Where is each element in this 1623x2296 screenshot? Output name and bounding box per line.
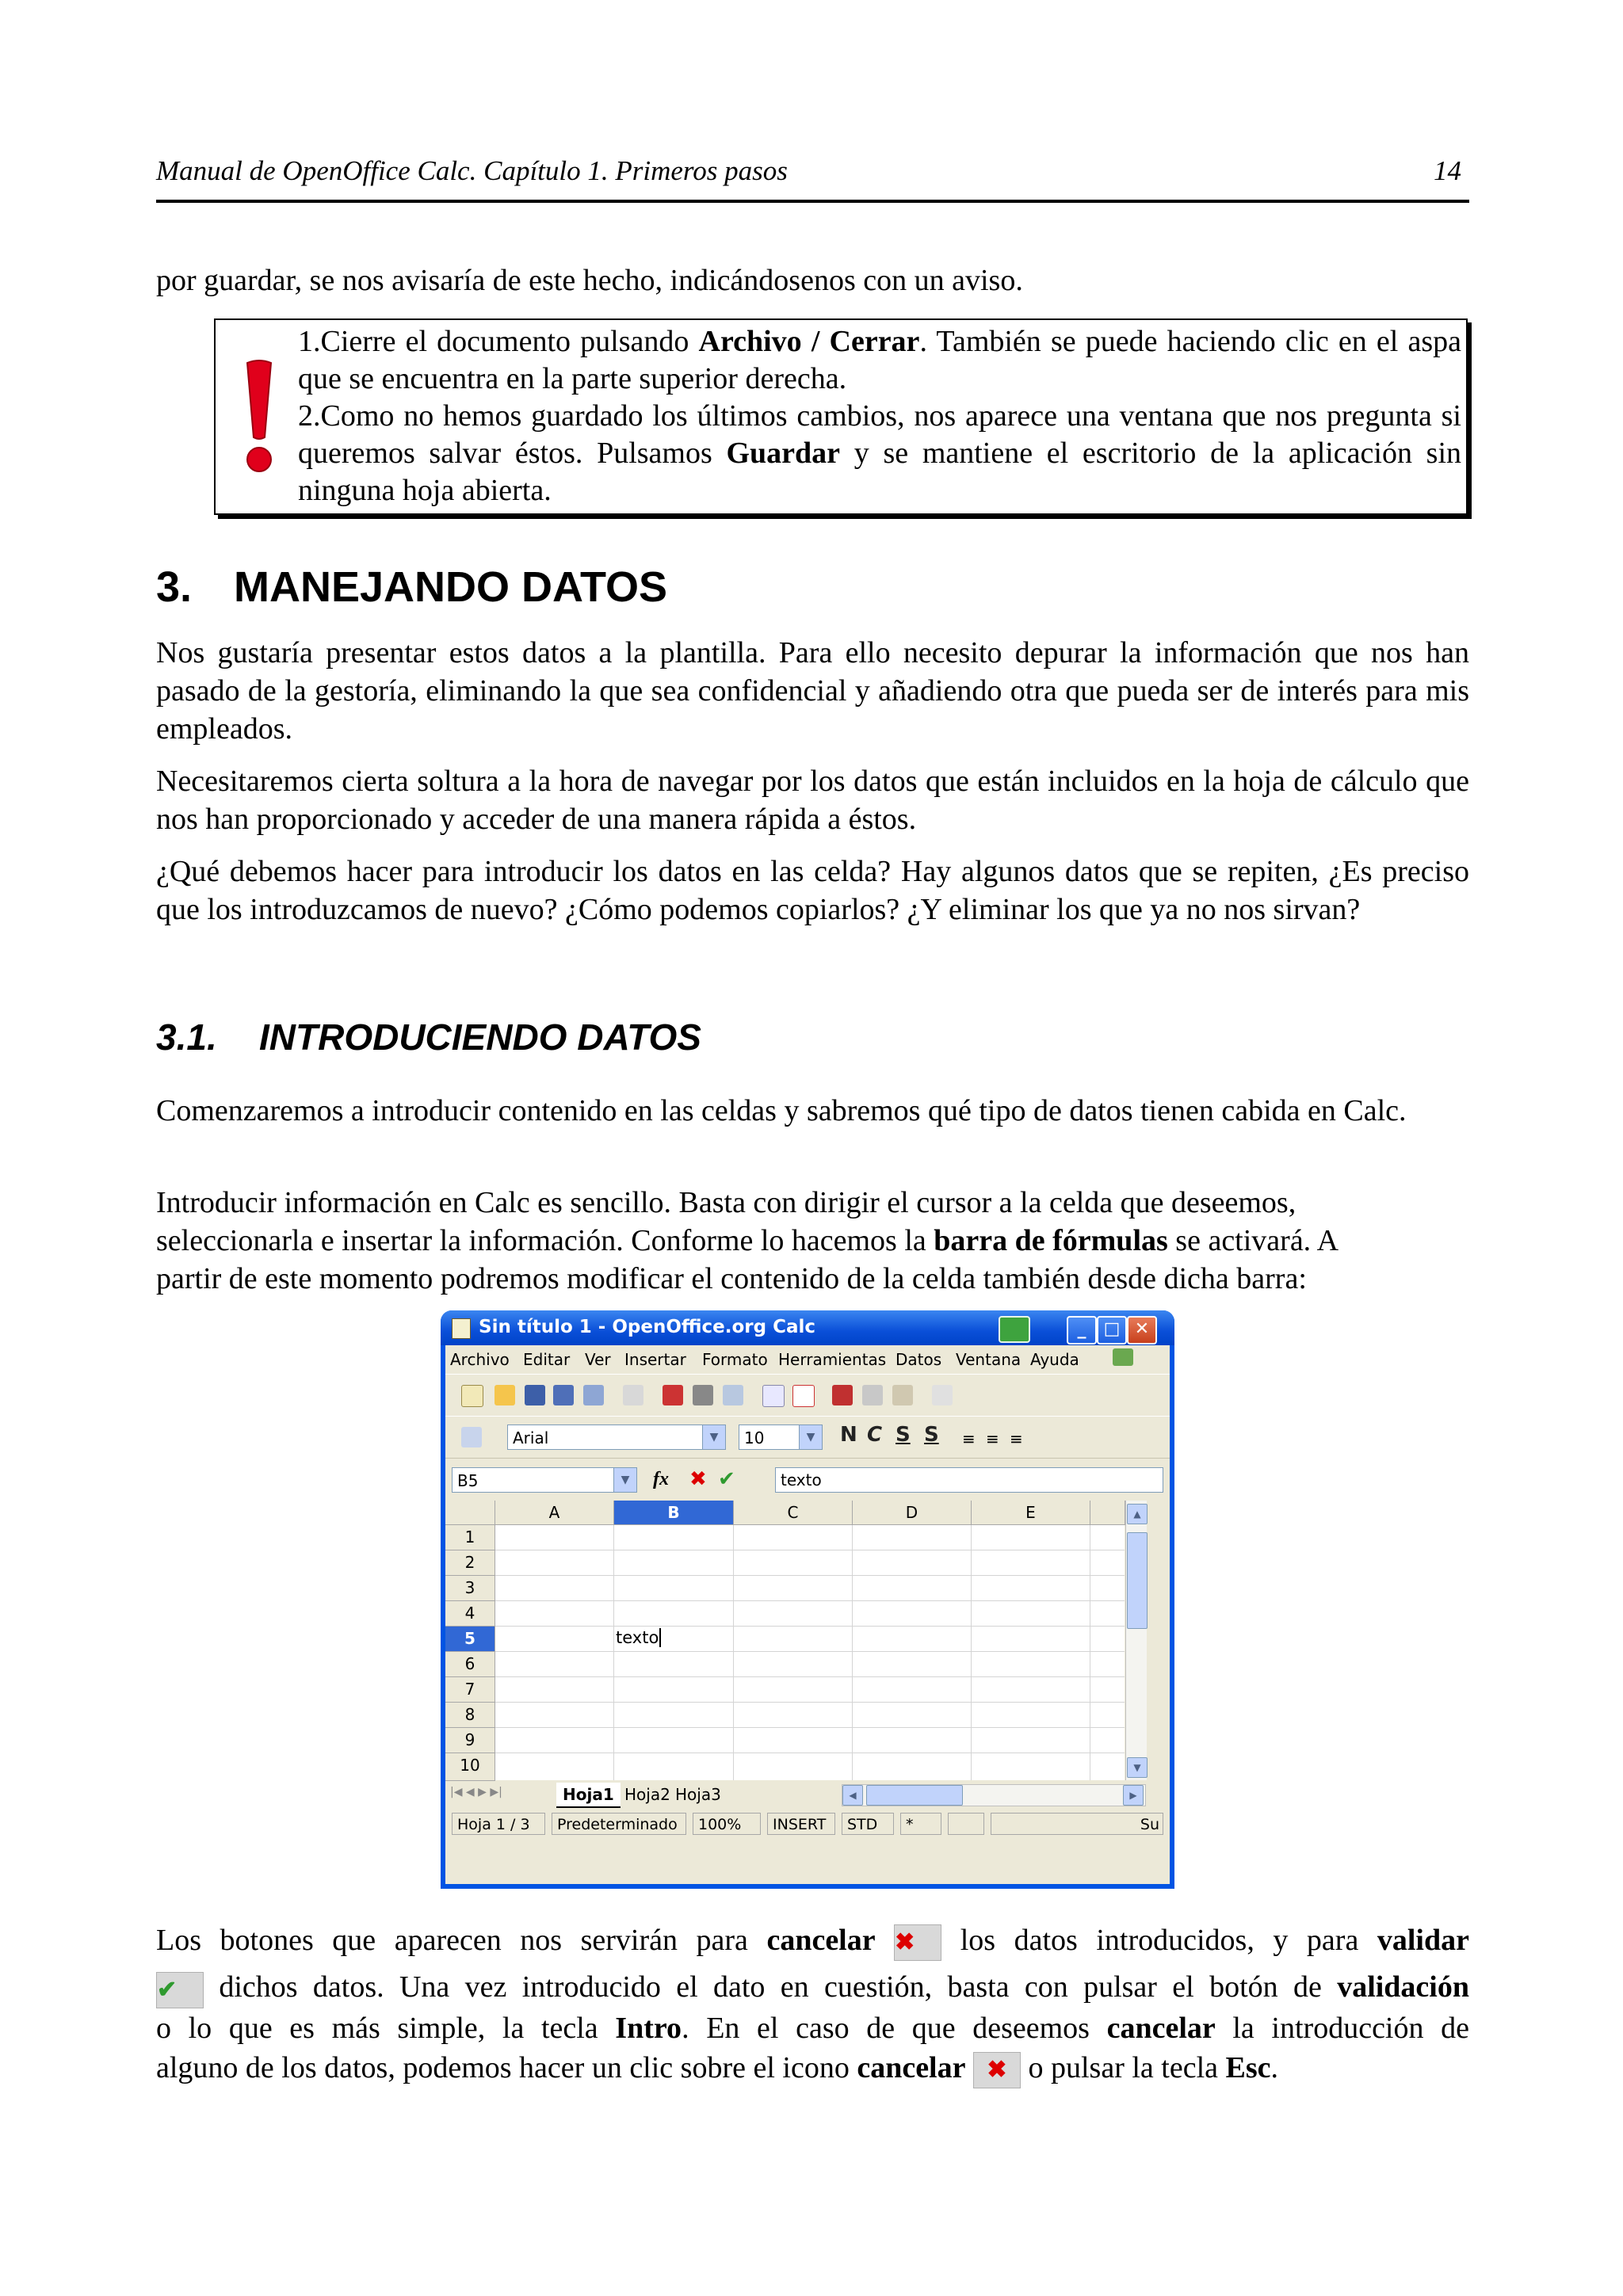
column-header[interactable] — [1090, 1501, 1125, 1525]
section-heading: 3. MANEJANDO DATOS — [156, 563, 668, 611]
page-header — [156, 155, 1469, 203]
save-as-icon[interactable] — [553, 1385, 574, 1405]
status-style: Predeterminado — [552, 1813, 686, 1835]
pdf-icon[interactable] — [663, 1385, 683, 1405]
chevron-down-icon: ▼ — [702, 1425, 725, 1449]
window-title: Sin título 1 - OpenOffice.org Calc — [479, 1317, 816, 1337]
menu-insertar[interactable]: Insertar — [624, 1350, 686, 1369]
name-box[interactable]: B5 ▼ — [452, 1467, 637, 1493]
closing-line-4: alguno de los datos, podemos hacer un clic sobre el icono cancelar ✖ o pulsar la tecla Esc. — [156, 2048, 1469, 2088]
download-icon[interactable] — [1113, 1348, 1133, 1366]
row-header[interactable]: 4 — [445, 1601, 495, 1627]
font-name-select[interactable]: Arial ▼ — [507, 1425, 726, 1450]
menu-bar — [445, 1345, 1170, 1374]
paragraph-4: Comenzaremos a introducir contenido en las celdas y sabremos qué tipo de datos tienen cabida en Calc. — [156, 1094, 1407, 1127]
status-zoom[interactable]: 100% — [693, 1813, 761, 1835]
minimize-button[interactable]: _ — [1067, 1316, 1097, 1344]
align-left-icon[interactable]: ≡ — [962, 1429, 976, 1448]
menu-datos[interactable]: Datos — [896, 1350, 942, 1369]
column-header[interactable]: C — [734, 1501, 853, 1525]
bold-button[interactable]: N — [840, 1423, 857, 1447]
paragraph-5: Introducir información en Calc es sencillo. Basta con dirigir el cursor a la celda que deseemos, seleccionarla e insertar la información. Conforme lo hacemos la barra de fórmulas se activará. A partir de este momento podremos modificar el contenido de la celda también desde dicha barra: — [156, 1186, 1339, 1295]
closing-line-1: Los botones que aparecen nos servirán para cancelar ✖ los datos introducidos, y para validar — [156, 1920, 1469, 1961]
printer-tray-icon — [999, 1316, 1030, 1343]
format-paintbrush-icon[interactable] — [932, 1385, 953, 1405]
column-header-selected[interactable]: B — [614, 1501, 734, 1525]
paste-icon[interactable] — [892, 1385, 913, 1405]
title-bar — [441, 1310, 1174, 1345]
row-header[interactable]: 8 — [445, 1703, 495, 1728]
closing-line-3: o lo que es más simple, la tecla Intro. En el caso de que deseemos cancelar la introducción de — [156, 2011, 1469, 2045]
underline-button[interactable]: S — [896, 1423, 911, 1447]
double-underline-button[interactable]: S — [924, 1423, 939, 1447]
column-header[interactable]: D — [853, 1501, 972, 1525]
cell-area[interactable] — [495, 1525, 1125, 1780]
scroll-down-icon[interactable]: ▼ — [1127, 1757, 1148, 1778]
scroll-left-icon[interactable]: ◀ — [842, 1785, 863, 1806]
cell-b5-text[interactable]: texto — [616, 1628, 661, 1647]
font-size-select[interactable]: 10 ▼ — [739, 1425, 823, 1450]
open-icon[interactable] — [495, 1385, 515, 1405]
calc-screenshot — [441, 1310, 1174, 1889]
column-header[interactable]: A — [495, 1501, 614, 1525]
menu-ventana[interactable]: Ventana — [956, 1350, 1022, 1369]
app-window — [445, 1345, 1170, 1884]
hscroll-thumb[interactable] — [866, 1785, 963, 1806]
edit-icon[interactable] — [623, 1385, 643, 1405]
cancel-icon: ✖ — [894, 1924, 941, 1961]
preview-icon[interactable] — [723, 1385, 743, 1405]
menu-editar[interactable]: Editar — [523, 1350, 571, 1369]
row-header[interactable]: 1 — [445, 1525, 495, 1550]
tab-hoja2[interactable]: Hoja2 — [624, 1785, 670, 1804]
tab-hoja3[interactable]: Hoja3 — [675, 1785, 721, 1804]
function-wizard-icon[interactable]: fx — [653, 1469, 669, 1489]
status-sum: Su — [991, 1813, 1163, 1835]
status-bar — [445, 1810, 1170, 1838]
cancel-icon[interactable]: ✖ — [689, 1467, 707, 1491]
status-modified: * — [900, 1813, 941, 1835]
chevron-down-icon: ▼ — [799, 1425, 822, 1449]
autospell-icon[interactable] — [792, 1385, 815, 1407]
closing-line-2: ✔ dichos datos. Una vez introducido el dato en cuestión, basta con pulsar el botón de validación — [156, 1967, 1469, 2008]
row-header[interactable]: 6 — [445, 1652, 495, 1677]
page-number: 14 — [1434, 155, 1461, 186]
row-header[interactable]: 3 — [445, 1576, 495, 1601]
spellcheck-icon[interactable] — [762, 1385, 785, 1407]
new-doc-icon[interactable] — [461, 1385, 483, 1407]
scroll-thumb[interactable] — [1127, 1532, 1148, 1629]
vertical-scrollbar[interactable] — [1125, 1501, 1147, 1780]
subsection-heading: 3.1. INTRODUCIENDO DATOS — [156, 1016, 701, 1058]
standard-toolbar — [445, 1374, 1170, 1417]
row-header[interactable]: 9 — [445, 1728, 495, 1753]
closing-paragraph — [156, 1920, 1469, 2088]
paragraph-2: Necesitaremos cierta soltura a la hora de navegar por los datos que están incluidos en la hoja de cálculo que nos han proporcionado y acceder de una manera rápida a éstos. — [156, 765, 1469, 836]
menu-archivo[interactable]: Archivo — [450, 1350, 510, 1369]
align-center-icon[interactable]: ≡ — [986, 1429, 999, 1448]
intro-line: por guardar, se nos avisaría de este hecho, indicándosenos con un aviso. — [156, 264, 1023, 297]
status-selection[interactable]: STD — [842, 1813, 894, 1835]
note-step-1: 1.Cierre el documento pulsando Archivo / Cerrar. También se puede haciendo clic en el aspa que se encuentra en la parte superior derecha. — [298, 325, 1461, 395]
close-button[interactable]: ✕ — [1127, 1316, 1157, 1344]
formula-input[interactable]: texto — [775, 1467, 1163, 1493]
scroll-up-icon[interactable]: ▲ — [1127, 1504, 1148, 1524]
menu-herramientas[interactable]: Herramientas — [778, 1350, 887, 1369]
align-right-icon[interactable]: ≡ — [1010, 1429, 1023, 1448]
row-header[interactable]: 10 — [445, 1753, 495, 1781]
calc-doc-icon — [452, 1318, 471, 1339]
note-step-2: 2.Como no hemos guardado los últimos cambios, nos aparece una ventana que nos pregunta si queremos salvar éstos. Pulsamos Guardar y se mantiene el escritorio de la aplicación sin ninguna hoja abierta. — [298, 399, 1462, 507]
formatting-toolbar — [445, 1416, 1170, 1459]
status-sheet: Hoja 1 / 3 — [452, 1813, 545, 1835]
paragraph-3: ¿Qué debemos hacer para introducir los datos en las celda? Hay algunos datos que se repiten, ¿Es preciso que los introduzcamos de nuevo? ¿Cómo podemos copiarlos? ¿Y eliminar los que ya no nos sirvan? — [156, 855, 1469, 926]
row-header[interactable]: 2 — [445, 1550, 495, 1576]
header-title: Manual de OpenOffice Calc. Capítulo 1. Primeros pasos — [156, 155, 788, 186]
accept-icon: ✔ — [156, 1972, 204, 2008]
status-insert[interactable]: INSERT — [767, 1813, 835, 1835]
menu-formato[interactable]: Formato — [702, 1350, 768, 1369]
corner-cell[interactable] — [445, 1501, 495, 1525]
column-header[interactable]: E — [972, 1501, 1090, 1525]
styles-icon[interactable] — [461, 1427, 482, 1447]
maximize-button[interactable]: □ — [1097, 1316, 1127, 1344]
horizontal-scrollbar[interactable] — [842, 1784, 1146, 1806]
copy-icon[interactable] — [862, 1385, 883, 1405]
row-header[interactable]: 7 — [445, 1677, 495, 1703]
status-signature — [948, 1813, 984, 1835]
cut-icon[interactable] — [832, 1385, 853, 1405]
menu-ayuda[interactable]: Ayuda — [1030, 1350, 1079, 1369]
email-icon[interactable] — [583, 1385, 604, 1405]
paragraph-1: Nos gustaría presentar estos datos a la plantilla. Para ello necesito depurar la información que nos han pasado de la gestoría, eliminando la que sea confidencial y añadiendo otra que pueda ser de interés para mis empleados. — [156, 636, 1469, 746]
tab-hoja1[interactable]: Hoja1 — [556, 1783, 621, 1808]
save-icon[interactable] — [525, 1385, 545, 1405]
formula-bar — [445, 1458, 1170, 1501]
menu-ver[interactable]: Ver — [585, 1350, 611, 1369]
cancel-icon: ✖ — [973, 2052, 1021, 2088]
chevron-down-icon: ▼ — [613, 1468, 636, 1492]
warning-note — [214, 318, 1468, 515]
print-icon[interactable] — [693, 1385, 713, 1405]
sheet-tabs-bar — [445, 1781, 1170, 1808]
note-text — [298, 323, 1461, 509]
exclamation-warning-icon — [242, 358, 276, 475]
tab-nav-icons[interactable]: |◀ ◀ ▶ ▶| — [450, 1786, 502, 1798]
scroll-right-icon[interactable]: ▶ — [1123, 1785, 1144, 1806]
accept-icon[interactable]: ✔ — [718, 1467, 735, 1491]
row-header-selected[interactable]: 5 — [445, 1627, 495, 1652]
italic-button[interactable]: C — [867, 1423, 883, 1447]
